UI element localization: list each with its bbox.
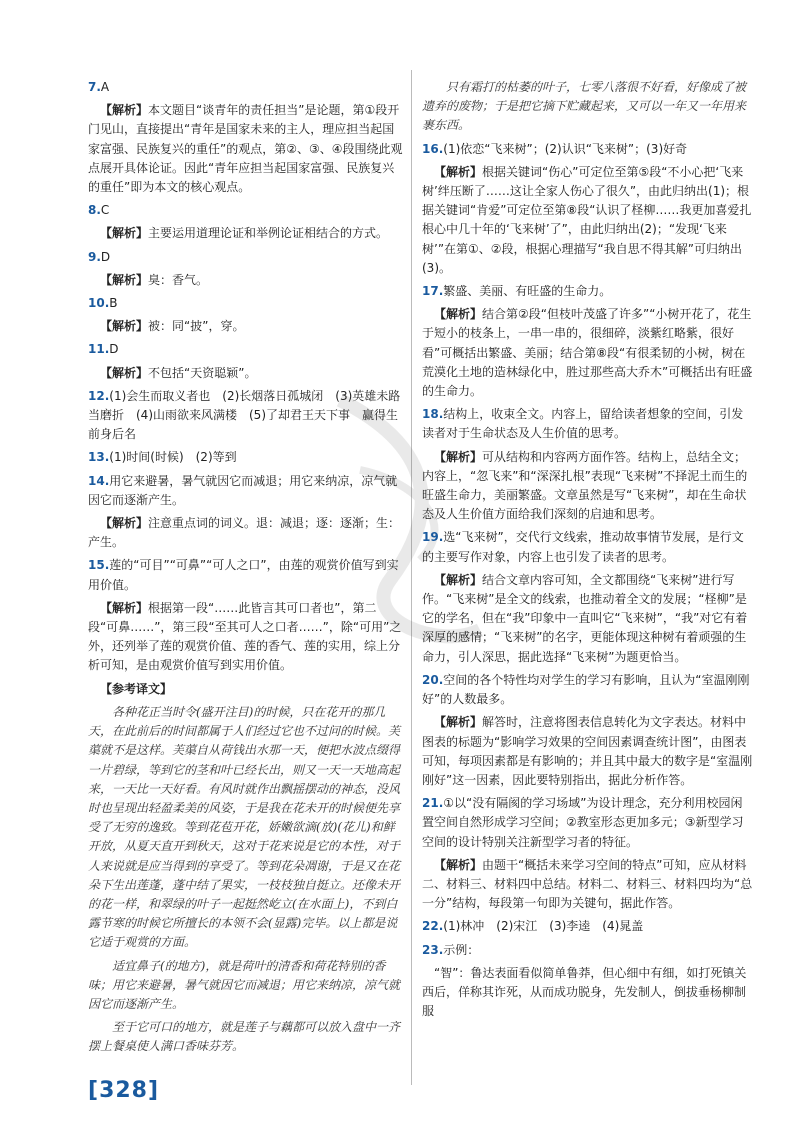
answer-text: 莲的“可目”“可鼻”“可人之口”，由莲的观赏价值写到实用价值。 xyxy=(88,558,399,592)
question-number: 16. xyxy=(422,141,444,156)
column-divider xyxy=(411,70,412,1085)
answer-text: (1)时间(时候) (2)等到 xyxy=(109,450,237,465)
analysis-block xyxy=(88,680,403,699)
translation-paragraph: 至于它可口的地方，就是莲子与藕都可以放入盘中一齐摆上餐桌使人满口香味芬芳。 xyxy=(88,1020,401,1054)
answer-text: (1)林冲 (2)宋江 (3)李逵 (4)晁盖 xyxy=(443,919,644,934)
answer-text: 用它来避暑，暑气就因它而减退；用它来纳凉，凉气就因它而逐渐产生。 xyxy=(88,473,398,507)
answer-text: D xyxy=(100,249,111,264)
question-number: 13. xyxy=(88,450,110,465)
analysis-block xyxy=(88,224,403,243)
page-number: [328] xyxy=(88,1078,160,1103)
analysis-text: 根据关键词“伤心”可定位至第⑤段“不小心把‘飞来树’绊压断了……这让全家人伤心了很久”，由此归纳出(1)；根据关键词“肯爱”可定位至第⑧段“认识了柽柳……我更加喜爱扎根心中几十年的‘飞来树’了”，由此归纳出(2)；“发现‘飞来树’”在第①、②段，根据心理描写“我自思不得其解”可归纳出(3)。 xyxy=(422,164,752,275)
question-number: 22. xyxy=(422,919,444,934)
analysis-text: 注意重点词的词义。退：减退；逐：逐渐；生：产生。 xyxy=(88,516,401,550)
translation-continuation: 只有霜打的枯萎的叶子，七零八落很不好看，好像成了被遗弃的废物；于是把它摘下贮藏起来，又可以一年又一年用来裹东西。 xyxy=(422,80,747,133)
answer-text: 结构上，收束全文。内容上，留给读者想象的空间，引发读者对于生命状态及人生价值的思考。 xyxy=(422,407,744,441)
answer-text: A xyxy=(100,80,110,94)
answer-text: C xyxy=(100,203,110,218)
analysis-block xyxy=(88,514,403,552)
answer-text: B xyxy=(109,296,118,311)
question-number: 12. xyxy=(88,388,110,403)
analysis-block xyxy=(422,163,754,278)
left-column xyxy=(88,78,403,1061)
analysis-text: 被：同“披”，穿。 xyxy=(148,319,245,334)
answer-line xyxy=(422,794,754,852)
analysis-block xyxy=(88,101,403,197)
analysis-tag: 【解析】 xyxy=(100,272,149,287)
answer-text: ①以“没有隔阂的学习场域”为设计理念，充分利用校园闲置空间自然形成学习空间；②教室形态更加多元；③新型学习空间的设计特别关注新型学习者的特征。 xyxy=(422,796,744,849)
question-number: 7. xyxy=(88,80,101,94)
question-number: 8. xyxy=(88,203,101,218)
analysis-tag: 【解析】 xyxy=(100,600,149,615)
analysis-tag: 【解析】 xyxy=(100,516,149,531)
analysis-tag: 【解析】 xyxy=(100,103,149,118)
answer-line xyxy=(422,528,754,566)
translation-paragraph: 各种花正当时令(盛开注目)的时候，只在花开的那几天，在此前后的时间都属于人们经过它也不过问的时候。芙蕖就不是这样。芙蕖自从荷钱出水那一天，便把水波点缀得一片碧绿，等到它的茎和叶已经长出，则又一天一天地高起来，一天比一天好看。有风时就作出飘摇摆动的神态，没风时也呈现出轻盈柔美的风姿，于是我在花未开的时候便先享受了无穷的逸致。等到花苞开花，娇嫩欲滴(放)(花儿)和鲜开放，从夏天直开到秋天，这对于花来说是它的本性，对于人来说就是应当得到的享受了。等到花朵凋谢，于是又在花朵下生出莲蓬，蓬中结了果实，一枝枝独自挺立。还像未开的花一样，和翠绿的叶子一起挺然屹立(在水面上)，不到白露节寒的时候它所擅长的本领不会(显露)完毕。以上都是说它适于观赏的方面。 xyxy=(88,704,401,950)
analysis-tag: 【解析】 xyxy=(434,449,483,464)
question-number: 9. xyxy=(88,249,101,264)
translation-paragraph: 适宜鼻子(的地方)，就是荷叶的清香和荷花特别的香味；用它来避暑，暑气就因它而减退；用它来纳凉，凉气就因它而逐渐产生。 xyxy=(88,958,401,1011)
question-number: 21. xyxy=(422,796,444,811)
right-column xyxy=(422,78,754,1025)
example-paragraph: “智”：鲁达表面看似简单鲁莽，但心细中有细，如打死镇关西后，佯称其诈死，从而成功脱身，先发制人，倒拔垂杨柳制服 xyxy=(422,965,747,1019)
analysis-block xyxy=(88,364,403,383)
analysis-block xyxy=(422,571,754,667)
analysis-tag: 【解析】 xyxy=(434,307,483,322)
analysis-tag: 【解析】 xyxy=(434,572,483,587)
question-number: 19. xyxy=(422,530,444,545)
analysis-tag: 【解析】 xyxy=(434,857,483,872)
analysis-text: 根据第一段“……此皆言其可口者也”，第二段“可鼻……”，第三段“至其可人之口者……”，除“可用”之外，还列举了莲的观赏价值、莲的香气、莲的实用，综上分析可知，是由观赏价值写到实用价值。 xyxy=(88,600,402,673)
analysis-text: 可从结构和内容两方面作答。结构上，总结全文；内容上，“忽飞来”和“深深扎根”表现“飞来树”不择泥土而生的旺盛生命力，美丽繁盛。文章虽然是写“飞来树”，却在生命状态及人生价值方面给我们深刻的启迪和思考。 xyxy=(422,449,748,522)
analysis-tag: 【解析】 xyxy=(100,226,149,241)
question-number: 15. xyxy=(88,558,110,573)
analysis-block xyxy=(422,713,754,790)
question-number: 20. xyxy=(422,672,444,687)
answer-text: 繁盛、美丽、有旺盛的生命力。 xyxy=(443,284,612,299)
question-number: 18. xyxy=(422,407,444,422)
analysis-text: 解答时，注意将图表信息转化为文字表达。材料中图表的标题为“影响学习效果的空间因素调查统计图”，由图表可知，每项因素都是有影响的；并且其中最大的数字是“室温刚刚好”这一因素，因此要特别指出，据此分析作答。 xyxy=(422,715,753,787)
analysis-text: 不包括“天资聪颖”。 xyxy=(148,365,257,380)
analysis-text: 本文题目“谈青年的责任担当”是论题，第①段开门见山，直接提出“青年是国家未来的主人，理应担当起国家富强、民族复兴的重任”的观点，第②、③、④段围绕此观点展开具体论证。因此“青年应担当起国家富强、民族复兴的重任”即为本文的核心观点。 xyxy=(88,103,403,195)
answer-line xyxy=(88,201,403,220)
analysis-block xyxy=(88,317,403,336)
analysis-tag: 【解析】 xyxy=(434,715,483,730)
answer-text: D xyxy=(109,342,119,357)
answer-line xyxy=(422,671,754,709)
answer-line xyxy=(88,248,403,267)
answer-line xyxy=(88,387,403,445)
answer-line xyxy=(88,472,403,510)
answer-line xyxy=(422,941,754,960)
answer-text: 示例： xyxy=(443,942,480,957)
answer-text: 空间的各个特性均对学生的学习有影响，且认为“室温刚刚好”的人数最多。 xyxy=(422,672,750,707)
analysis-block xyxy=(422,448,754,525)
analysis-text: 结合文章内容可知，全文都围绕“飞来树”进行写作。“飞来树”是全文的线索，也推动着全文的发展；“柽柳”是它的学名，但在“我”印象中一直叫它“飞来树”，“我”对它有着深厚的感情；“飞来树”的名字，更能体现这种树有着顽强的生命力，引人深思，据此选择“飞来树”为题更恰当。 xyxy=(422,572,748,664)
analysis-block xyxy=(88,271,403,290)
analysis-tag: 【解析】 xyxy=(100,365,149,380)
answer-text: 选“飞来树”，交代行文线索，推动故事情节发展，是行文的主要写作对象，内容上也引发了读者的思考。 xyxy=(422,530,744,564)
analysis-text: 结合第②段“但枝叶茂盛了许多”“小树开花了，花生于短小的枝条上，一串一串的，很细碎，淡紫红略紫，很好看”可概括出繁盛、美丽；结合第⑧段“有很柔韧的小树，树在荒漠化土地的造林绿化中，胜过那些高大乔木”可概括出有旺盛的生命力。 xyxy=(422,307,753,399)
question-number: 10. xyxy=(88,296,110,311)
question-number: 14. xyxy=(88,473,110,488)
analysis-tag: 【参考译文】 xyxy=(100,681,173,696)
analysis-text: 臭：香气。 xyxy=(148,272,209,287)
answer-line xyxy=(88,556,403,594)
answer-line xyxy=(88,448,403,467)
analysis-block xyxy=(88,599,403,676)
analysis-block xyxy=(422,856,754,914)
analysis-tag: 【解析】 xyxy=(100,319,149,334)
analysis-text: 由题干“概括未来学习空间的特点”可知，应从材料二、材料三、材料四中总结。材料二、材料三、材料四均为“总一分”结构，每段第一句即为关键句，据此作答。 xyxy=(422,857,753,911)
question-number: 23. xyxy=(422,942,444,957)
answer-line xyxy=(422,140,754,159)
answer-line xyxy=(422,917,754,936)
analysis-block xyxy=(422,305,754,401)
answer-line xyxy=(422,405,754,443)
analysis-text: 主要运用道理论证和举例论证相结合的方式。 xyxy=(148,226,389,241)
answer-line xyxy=(88,340,403,359)
answer-line xyxy=(88,294,403,313)
analysis-tag: 【解析】 xyxy=(434,164,483,179)
answer-line xyxy=(422,282,754,301)
answer-text: (1)依恋“飞来树”；(2)认识“飞来树”；(3)好奇 xyxy=(443,141,688,156)
question-number: 11. xyxy=(88,342,110,357)
answer-text: (1)会生而取义者也 (2)长烟落日孤城闭 (3)英雄未路当磨折 (4)山雨欲来风满楼 (5)了却君王天下事 赢得生前身后名 xyxy=(88,388,401,442)
question-number: 17. xyxy=(422,284,444,299)
answer-line xyxy=(88,78,403,97)
